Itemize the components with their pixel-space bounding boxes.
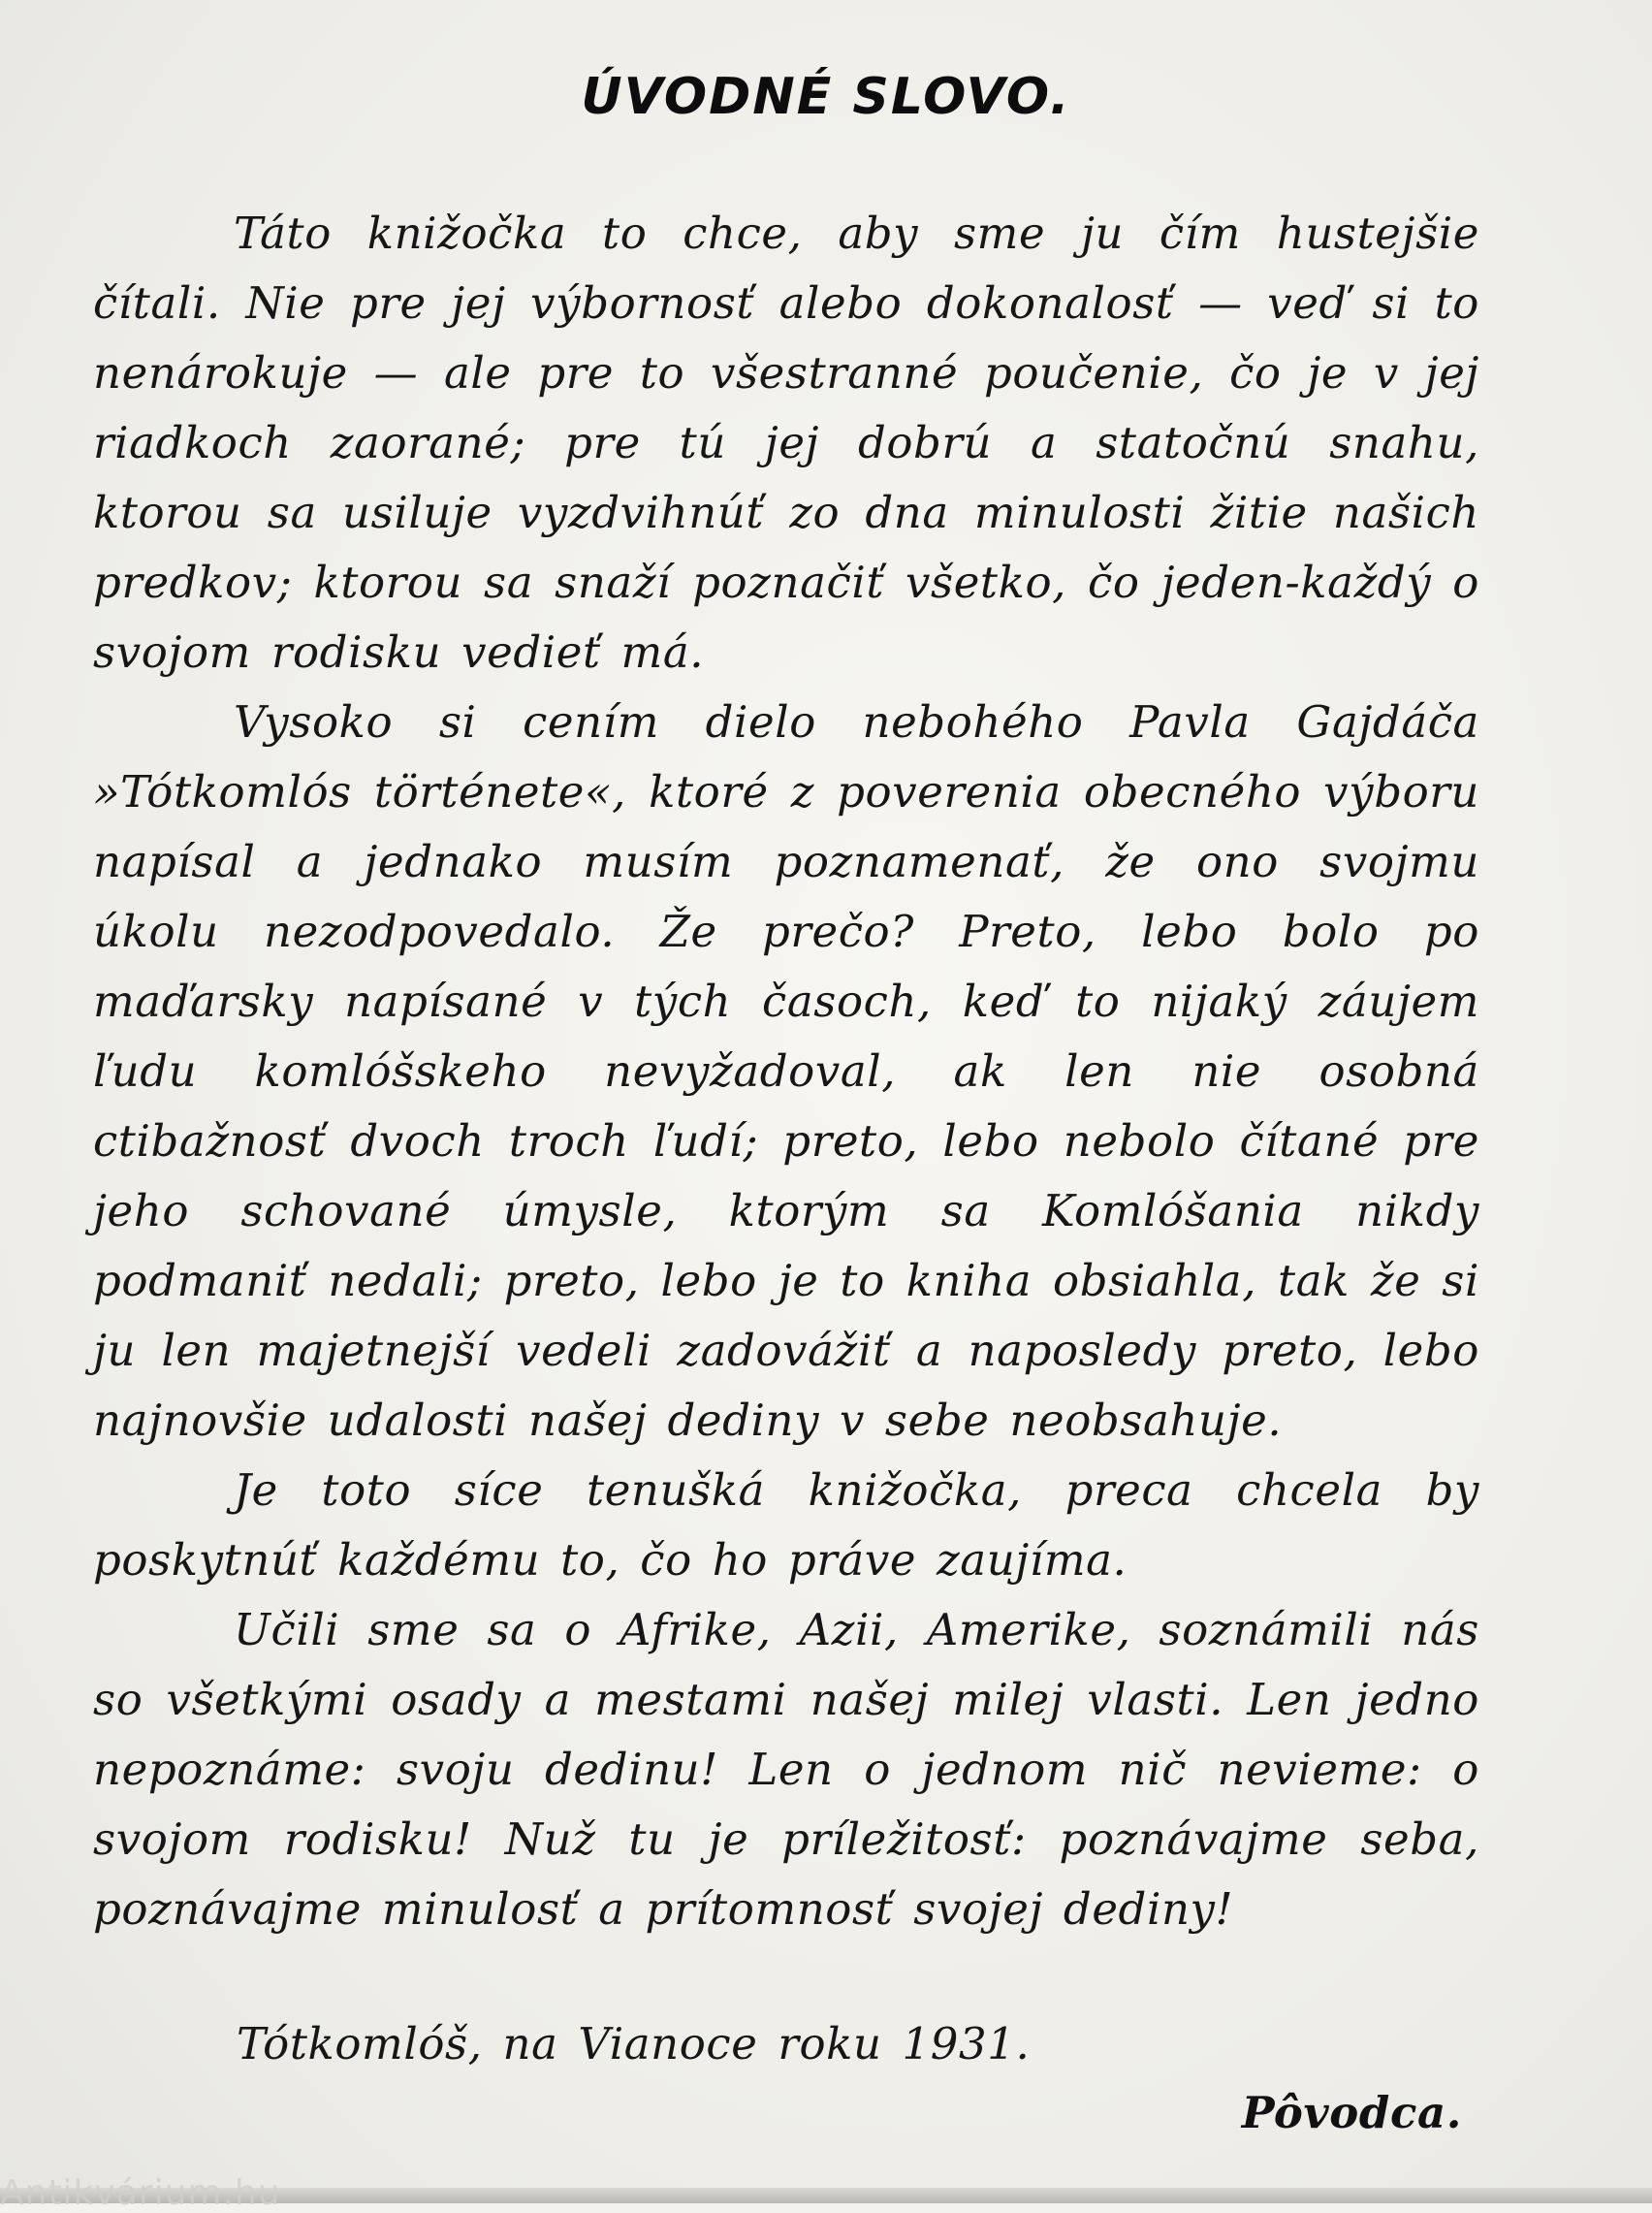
- paragraph-2: Vysoko si cením dielo nebohého Pavla Gajdáča »Tótkomlós története«, ktoré z poverenia obecného výboru napísal a jednako musím poznamenať, že ono svojmu úkolu nezodpovedalo. Že prečo? Preto, lebo bolo po maďarsky napísané v tých časoch, keď to nijaký záujem ľudu komlóšskeho nevyžadoval, ak len nie osobná ctibažnosť dvoch troch ľudí; preto, lebo nebolo čítané pre jeho schované úmysle, ktorým sa Komlóšania nikdy podmaniť nedali; preto, lebo je to kniha obsiahla, tak že si ju len majetnejší vedeli zadovážiť a naposledy preto, lebo najnovšie udalosti našej dediny v sebe neobsahuje.: [93, 696, 1479, 1446]
- paragraph-4: Učili sme sa o Afrike, Azii, Amerike, soznámili nás so všetkými osady a mestami našej milej vlasti. Len jedno nepoznáme: svoju dedinu! Len o jednom nič nevieme: o svojom rodisku! Nuž tu je príležitosť: poznávajme seba, poznávajme minulosť a prítomnosť svojej dediny!: [93, 1604, 1479, 1935]
- dateline: Tótkomlóš, na Vianoce roku 1931.: [237, 2018, 1031, 2069]
- watermark-text: Antikvárium.hu: [0, 2173, 281, 2213]
- paragraph-3: Je toto síce tenušká knižočka, preca chcela by poskytnúť každému to, čo ho práve zaujíma.: [93, 1464, 1479, 1586]
- paragraph-1: Táto knižočka to chce, aby sme ju čím hustejšie čítali. Nie pre jej výbornosť alebo dokonalosť — veď si to nenárokuje — ale pre to všestranné poučenie, čo je v jej riadkoch zaorané; pre tú jej dobrú a statočnú snahu, ktorou sa usiluje vyzdvihnúť zo dna minulosti žitie našich predkov; ktorou sa snaží poznačiť všetko, čo jeden-každý o svojom rodisku vedieť má.: [93, 208, 1479, 678]
- page-title: ÚVODNÉ SLOVO.: [581, 68, 1071, 126]
- signature: Pôvodca.: [1241, 2087, 1462, 2138]
- body-text: [93, 199, 1479, 1944]
